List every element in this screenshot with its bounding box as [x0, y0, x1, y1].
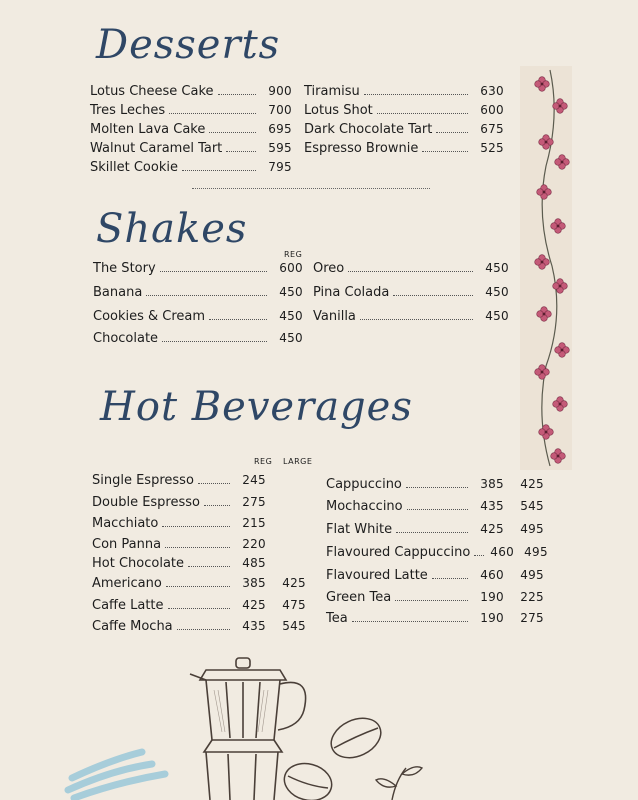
menu-item-name: Green Tea [326, 590, 392, 605]
menu-item-price: 450 [485, 261, 509, 275]
menu-item-price-large: 425 [520, 477, 544, 491]
leader-dots [406, 487, 468, 488]
shakes-reg-label: REG [284, 250, 303, 259]
menu-item-name: Chocolate [93, 331, 159, 346]
menu-item-name: The Story [93, 261, 156, 276]
shakes-heading: Shakes [96, 206, 248, 252]
menu-item [326, 545, 548, 563]
leader-dots [396, 532, 468, 533]
menu-item-price: 450 [279, 285, 303, 299]
menu-item-name: Dark Chocolate Tart [304, 122, 433, 137]
leader-dots [169, 113, 256, 114]
menu-item-price-reg: 220 [242, 537, 266, 551]
menu-item-name: Banana [93, 285, 143, 300]
menu-item-name: Mochaccino [326, 499, 403, 514]
menu-item-price-reg: 425 [480, 522, 504, 536]
leader-dots [166, 586, 230, 587]
menu-item [92, 556, 306, 574]
menu-item-price: 700 [268, 103, 292, 117]
leader-dots [198, 483, 230, 484]
leader-dots [188, 566, 230, 567]
menu-item [326, 477, 544, 495]
menu-item [93, 261, 303, 279]
menu-item-name: Vanilla [313, 309, 356, 324]
menu-item-name: Macchiato [92, 516, 159, 531]
moka-pot [190, 658, 306, 800]
leader-dots [209, 319, 267, 320]
leader-dots [162, 341, 267, 342]
leader-dots [360, 319, 473, 320]
menu-item-price: 595 [268, 141, 292, 155]
leader-dots [348, 271, 473, 272]
menu-item-price-large: 425 [282, 576, 306, 590]
menu-item-price: 450 [279, 309, 303, 323]
leader-dots [395, 600, 468, 601]
menu-item [326, 590, 544, 608]
menu-item [313, 261, 509, 279]
section-divider [192, 188, 430, 189]
menu-item-price-reg: 245 [242, 473, 266, 487]
leader-dots [165, 547, 230, 548]
leader-dots [162, 526, 230, 527]
menu-item-name: Con Panna [92, 537, 162, 552]
leader-dots [352, 621, 468, 622]
leader-dots [182, 170, 256, 171]
menu-item-name: Espresso Brownie [304, 141, 419, 156]
menu-item [90, 160, 292, 178]
menu-item [90, 103, 292, 121]
flower [535, 255, 550, 270]
leader-dots [474, 555, 484, 556]
moka-pot-illustration [0, 640, 638, 800]
menu-item-price-reg: 460 [490, 545, 515, 559]
menu-item [326, 568, 544, 586]
menu-item-price: 450 [485, 309, 509, 323]
menu-item-price: 695 [268, 122, 292, 136]
menu-item [92, 473, 306, 491]
menu-item-name: Skillet Cookie [90, 160, 178, 175]
menu-item [326, 611, 544, 629]
menu-item [92, 495, 306, 513]
menu-item-price: 675 [480, 122, 504, 136]
menu-item-name: Tres Leches [90, 103, 166, 118]
moka-pot-hatching [214, 690, 268, 732]
menu-item-name: Walnut Caramel Tart [90, 141, 223, 156]
menu-item [326, 522, 544, 540]
leader-dots [160, 271, 267, 272]
leader-dots [377, 113, 468, 114]
menu-item-price: 600 [279, 261, 303, 275]
menu-item [304, 122, 504, 140]
menu-item [326, 499, 544, 517]
menu-item-price-large: 225 [520, 590, 544, 604]
menu-item-name: Pina Colada [313, 285, 390, 300]
brush-strokes [68, 752, 165, 798]
menu-item-price-reg: 385 [480, 477, 504, 491]
menu-item-price: 630 [480, 84, 504, 98]
flower [535, 77, 550, 92]
menu-item [304, 84, 504, 102]
menu-item-name: Flat White [326, 522, 393, 537]
flower [553, 99, 568, 114]
hot-large-label: LARGE [283, 457, 313, 466]
coffee-beans [280, 711, 387, 800]
leader-dots [204, 505, 230, 506]
desserts-heading: Desserts [96, 22, 281, 68]
flower [539, 425, 554, 440]
menu-item-name: Lotus Cheese Cake [90, 84, 214, 99]
menu-item-price-reg: 435 [480, 499, 504, 513]
menu-item [304, 103, 504, 121]
leader-dots [168, 608, 230, 609]
menu-item [90, 141, 292, 159]
flower [537, 307, 552, 322]
hot-reg-label: REG [254, 457, 273, 466]
menu-item-name: Flavoured Cappuccino [326, 545, 471, 560]
floral-border-drawing [520, 66, 572, 470]
menu-item-price: 900 [268, 84, 292, 98]
menu-item-name: Cookies & Cream [93, 309, 206, 324]
menu-item-price-reg: 425 [242, 598, 266, 612]
menu-item [92, 576, 306, 594]
leader-dots [364, 94, 468, 95]
menu-item-name: Tea [326, 611, 348, 626]
menu-item-name: Molten Lava Cake [90, 122, 206, 137]
leader-dots [432, 578, 468, 579]
menu-item-name: Double Espresso [92, 495, 200, 510]
menu-item [93, 285, 303, 303]
menu-item-price: 450 [279, 331, 303, 345]
leader-dots [436, 132, 468, 133]
flower [555, 343, 570, 358]
menu-item-name: Caffe Latte [92, 598, 164, 613]
menu-item [92, 619, 306, 637]
menu-item-name: Caffe Mocha [92, 619, 173, 634]
menu-item-price-large: 545 [282, 619, 306, 633]
menu-item-name: Oreo [313, 261, 345, 276]
menu-item-price-large: 495 [524, 545, 548, 559]
menu-item-name: Cappuccino [326, 477, 402, 492]
menu-item-price-reg: 485 [242, 556, 266, 570]
floral-border [520, 66, 572, 470]
flower [553, 397, 568, 412]
leader-dots [226, 151, 256, 152]
menu-item [313, 309, 509, 327]
leaf-sprig [376, 767, 422, 800]
flower [551, 219, 566, 234]
menu-item [93, 309, 303, 327]
menu-item [92, 537, 306, 555]
flower [539, 135, 554, 150]
menu-item [90, 122, 292, 140]
menu-item-price: 450 [485, 285, 509, 299]
menu-item-name: Single Espresso [92, 473, 194, 488]
menu-item [313, 285, 509, 303]
menu-item-price-reg: 460 [480, 568, 504, 582]
menu-item-price: 600 [480, 103, 504, 117]
menu-item-name: Tiramisu [304, 84, 360, 99]
leader-dots [393, 295, 473, 296]
menu-item [93, 331, 303, 349]
menu-item-price-reg: 435 [242, 619, 266, 633]
flower [535, 365, 550, 380]
menu-item-price-reg: 385 [242, 576, 266, 590]
menu-item [92, 598, 306, 616]
menu-item [90, 84, 292, 102]
leader-dots [209, 132, 256, 133]
flower [555, 155, 570, 170]
menu-item-name: Lotus Shot [304, 103, 373, 118]
menu-item-price-reg: 190 [480, 590, 504, 604]
menu-item-price: 795 [268, 160, 292, 174]
menu-item-price-large: 545 [520, 499, 544, 513]
menu-item-price-large: 495 [520, 522, 544, 536]
leader-dots [407, 509, 468, 510]
menu-item [92, 516, 306, 534]
leader-dots [146, 295, 267, 296]
menu-item [304, 141, 504, 159]
hot-beverages-heading: Hot Beverages [100, 384, 413, 430]
menu-item-price-reg: 275 [242, 495, 266, 509]
leader-dots [422, 151, 468, 152]
menu-item-name: Hot Chocolate [92, 556, 185, 571]
menu-item-name: Americano [92, 576, 162, 591]
leader-dots [218, 94, 256, 95]
leader-dots [177, 629, 230, 630]
menu-item-price: 525 [480, 141, 504, 155]
flower [537, 185, 552, 200]
flower [551, 449, 566, 464]
menu-item-price-large: 275 [520, 611, 544, 625]
menu-item-price-large: 475 [282, 598, 306, 612]
menu-item-price-reg: 190 [480, 611, 504, 625]
menu-item-price-reg: 215 [242, 516, 266, 530]
menu-item-price-large: 495 [520, 568, 544, 582]
menu-item-name: Flavoured Latte [326, 568, 428, 583]
